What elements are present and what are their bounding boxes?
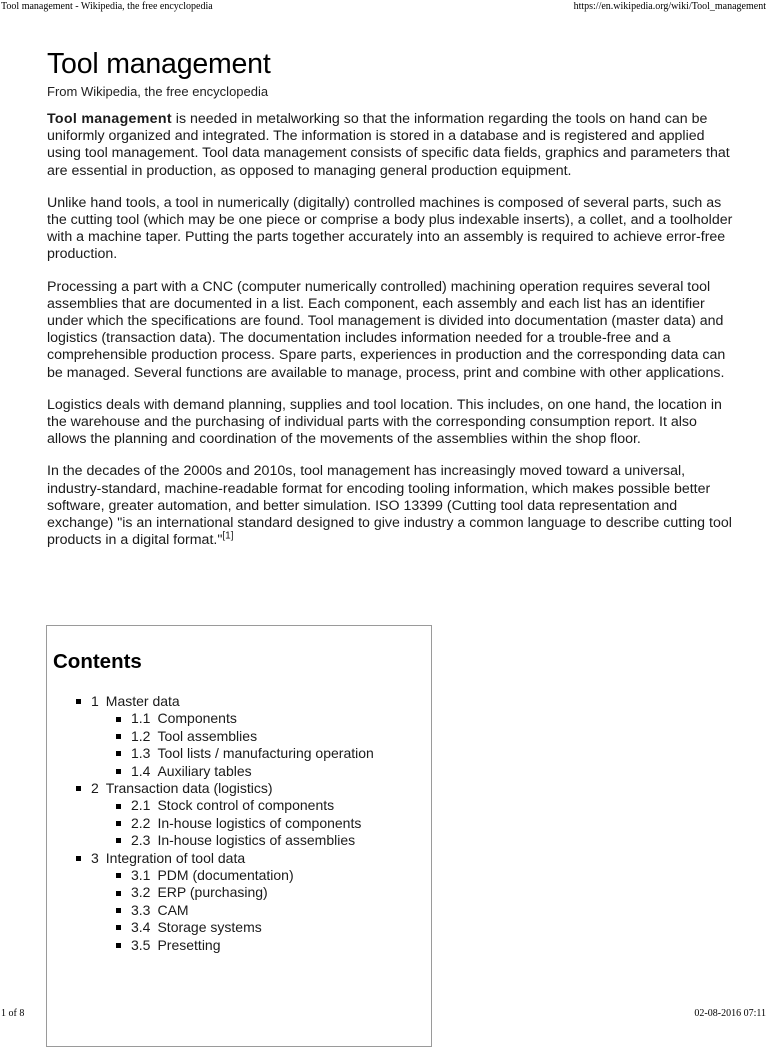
toc-title: Contents — [53, 650, 142, 673]
paragraph-1 — [47, 111, 737, 180]
paragraph-4: Logistics deals with demand planning, supplies and tool location. This includes, on one hand, the location in the warehouse and the purchasing of individual parts with the corresponding consumption report. It also allows the planning and coordination of the movements of the assemblies within the shop floor. — [47, 396, 722, 448]
print-page-title: Tool management - Wikipedia, the free encyclopedia — [1, 1, 213, 12]
toc-number: 2.2 — [131, 814, 151, 831]
toc-row[interactable] — [116, 937, 374, 954]
bullet-icon — [116, 717, 121, 722]
toc-row[interactable] — [116, 797, 374, 814]
toc-number: 3 — [91, 849, 99, 866]
toc-subitem[interactable] — [76, 919, 374, 936]
bullet-icon — [116, 908, 121, 913]
toc-row[interactable] — [116, 867, 374, 884]
toc-subitem[interactable] — [76, 937, 374, 954]
toc-label[interactable]: Tool lists / manufacturing operation — [157, 745, 374, 762]
page-count: 1 of 8 — [1, 1008, 25, 1019]
toc-label[interactable]: ERP (purchasing) — [157, 884, 268, 901]
paragraph-5 — [47, 463, 737, 549]
bullet-icon — [116, 769, 121, 774]
bullet-icon — [116, 838, 121, 843]
toc-row[interactable] — [76, 693, 374, 710]
table-of-contents — [46, 625, 432, 1047]
bullet-icon — [116, 821, 121, 826]
toc-subitem[interactable] — [76, 832, 374, 849]
intro-bold-term: Tool management — [47, 111, 172, 127]
page-title: Tool management — [47, 48, 271, 80]
toc-row[interactable] — [116, 815, 374, 832]
print-datetime: 02-08-2016 07:11 — [694, 1008, 766, 1019]
toc-label[interactable]: Integration of tool data — [105, 849, 246, 866]
toc-number: 3.5 — [131, 936, 151, 953]
toc-row[interactable] — [116, 728, 374, 745]
reference-link[interactable]: [1] — [222, 530, 234, 542]
toc-label[interactable]: CAM — [157, 901, 189, 918]
paragraph-3: Processing a part with a CNC (computer numerically controlled) machining operation requires several tool assemblies that are documented in a list. Each component, each assembly and each list has an identifier under which the specifications are found. Tool management is divided into documentation (master data) and logistics (transaction data). The documentation includes information needed for a trouble-free and a comprehensible production process. Spare parts, experiences in production and the corresponding data can be managed. Several functions are available to manage, process, print and combine with other applications. — [47, 278, 726, 381]
toc-row[interactable] — [116, 763, 374, 780]
toc-label[interactable]: Auxiliary tables — [157, 762, 252, 779]
toc-row[interactable] — [116, 832, 374, 849]
toc-subitem[interactable] — [76, 710, 374, 727]
bullet-icon — [76, 856, 81, 861]
toc-label[interactable]: Transaction data (logistics) — [105, 780, 273, 797]
toc-row[interactable] — [116, 710, 374, 727]
toc-subitem[interactable] — [76, 797, 374, 814]
toc-number: 3.3 — [131, 901, 151, 918]
toc-label[interactable]: Presetting — [157, 936, 221, 953]
toc-row[interactable] — [76, 850, 374, 867]
toc-label[interactable]: Components — [157, 710, 237, 727]
toc-subitem[interactable] — [76, 815, 374, 832]
toc-subitem[interactable] — [76, 902, 374, 919]
toc-label[interactable]: PDM (documentation) — [157, 867, 294, 884]
toc-label[interactable]: Master data — [105, 693, 180, 709]
bullet-icon — [76, 786, 81, 791]
toc-number: 1.1 — [131, 710, 151, 727]
toc-subitem[interactable] — [76, 884, 374, 901]
bullet-icon — [76, 699, 81, 704]
toc-item[interactable] — [76, 780, 374, 797]
toc-item[interactable] — [76, 693, 374, 710]
toc-number: 2 — [91, 780, 99, 797]
toc-number: 1.4 — [131, 762, 151, 779]
toc-number: 3.1 — [131, 867, 151, 884]
toc-number: 3.4 — [131, 919, 151, 936]
toc-item[interactable] — [76, 850, 374, 867]
toc-subitem[interactable] — [76, 745, 374, 762]
toc-label[interactable]: In-house logistics of assemblies — [157, 832, 356, 849]
bullet-icon — [116, 873, 121, 878]
toc-subitem[interactable] — [76, 867, 374, 884]
page-subtitle: From Wikipedia, the free encyclopedia — [47, 84, 269, 99]
toc-label[interactable]: Stock control of components — [157, 797, 335, 814]
paragraph-1-text: is needed in metalworking so that the information regarding the tools on hand can be uniformly organized and integrated. The information is stored in a database and is registered and applied using tool management. Tool data management consists of specific data fields, graphics and parameters that are essential in production, as opposed to managing general production equipment. — [47, 111, 730, 179]
toc-label[interactable]: Storage systems — [157, 919, 262, 936]
toc-subitem[interactable] — [76, 763, 374, 780]
toc-row[interactable] — [76, 780, 374, 797]
paragraph-2: Unlike hand tools, a tool in numerically (digitally) controlled machines is composed of several parts, such as the cutting tool (which may be one piece or comprise a body plus indexable inserts), a collet, and a toolholder with a machine taper. Putting the parts together accurately into an assembly is required to achieve error-free production. — [47, 194, 733, 263]
bullet-icon — [116, 734, 121, 739]
toc-number: 2.1 — [131, 797, 151, 814]
toc-number: 1.2 — [131, 727, 151, 744]
bullet-icon — [116, 891, 121, 896]
toc-row[interactable] — [116, 884, 374, 901]
toc-number: 1.3 — [131, 745, 151, 762]
toc-number: 1 — [91, 693, 99, 709]
bullet-icon — [116, 751, 121, 756]
toc-number: 3.2 — [131, 884, 151, 901]
toc-label[interactable]: In-house logistics of components — [157, 814, 362, 831]
bullet-icon — [116, 804, 121, 809]
toc-label[interactable]: Tool assemblies — [157, 727, 258, 744]
bullet-icon — [116, 925, 121, 930]
article-body — [47, 111, 737, 564]
toc-subitem[interactable] — [76, 728, 374, 745]
print-url[interactable]: https://en.wikipedia.org/wiki/Tool_management — [573, 1, 766, 12]
toc-row[interactable] — [116, 919, 374, 936]
toc-list — [76, 693, 374, 954]
toc-row[interactable] — [116, 745, 374, 762]
paragraph-5-text: In the decades of the 2000s and 2010s, tool management has increasingly moved toward a universal, industry-standard, machine-readable format for encoding tooling information, which makes possible better software, greater automation, and better simulation. ISO 13399 (Cutting tool data representation and exchange) "is an international standard designed to give industry a common language to describe cutting tool products in a digital format." — [47, 463, 732, 549]
toc-row[interactable] — [116, 902, 374, 919]
toc-number: 2.3 — [131, 832, 151, 849]
bullet-icon — [116, 943, 121, 948]
